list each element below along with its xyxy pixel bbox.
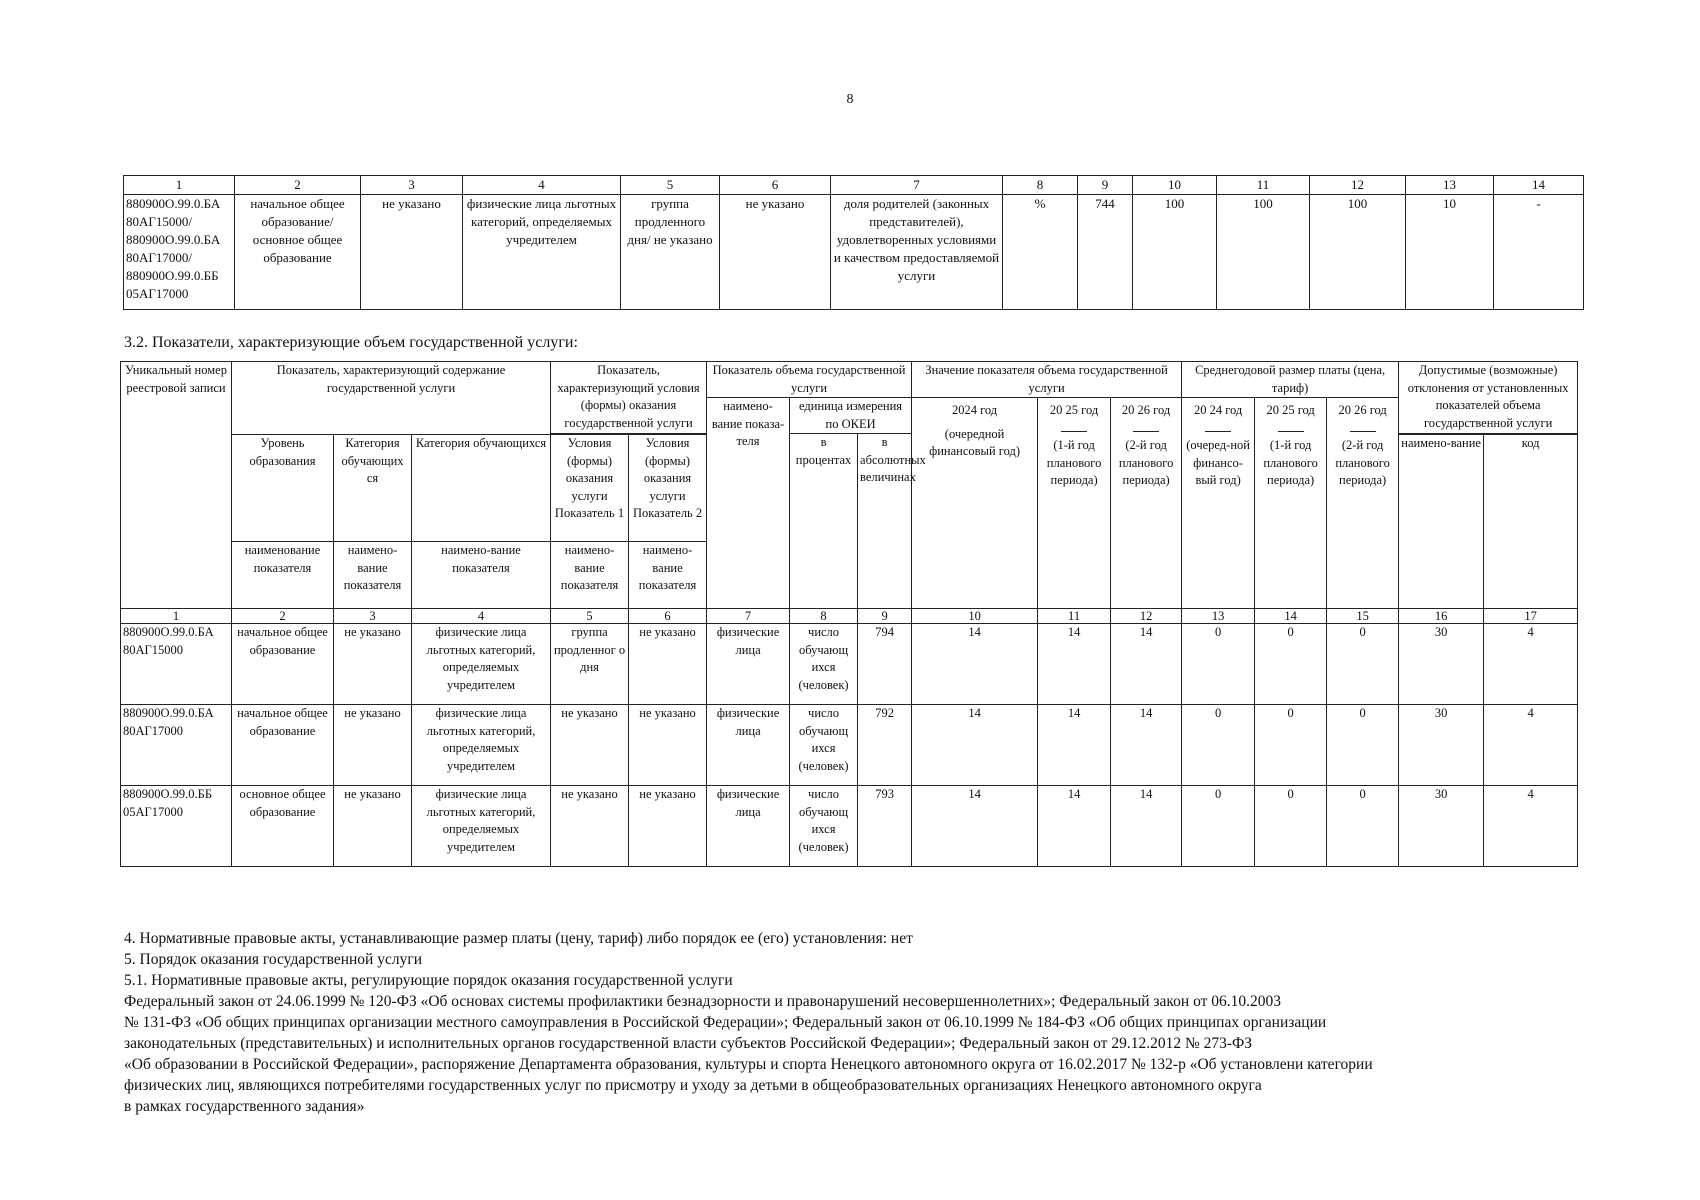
text-line: Федеральный закон от 24.06.1999 № 120-ФЗ «Об основах системы профилактики безнадзорности и правонарушений несовершеннолетних»; Федеральный закон от 06.10.2003 bbox=[124, 993, 1282, 1010]
column-number-row bbox=[124, 176, 1584, 195]
table-cell: 0 bbox=[1255, 786, 1327, 867]
table-cell: 100 bbox=[1133, 195, 1217, 310]
table-cell: 14 bbox=[912, 705, 1038, 786]
header-fee-2025: 20 25 год (1-й год планового периода) bbox=[1255, 398, 1327, 609]
table-cell: 11 bbox=[1038, 609, 1111, 624]
header-volume-name: наимено-вание показа-теля bbox=[707, 398, 790, 609]
table-cell: 14 bbox=[912, 624, 1038, 705]
header-category-2: Категория обучающихся bbox=[412, 435, 551, 542]
table-cell: не указано bbox=[629, 786, 707, 867]
table-cell: физические лица bbox=[707, 705, 790, 786]
header-volume-indicator: Показатель объема государственной услуги bbox=[707, 362, 912, 398]
table-cell: 792 bbox=[858, 705, 912, 786]
table-cell: не указано bbox=[334, 786, 412, 867]
table-row bbox=[124, 195, 1584, 310]
table-cell: 14 bbox=[1038, 705, 1111, 786]
table-cell: 13 bbox=[1406, 176, 1494, 195]
header-deviation: Допустимые (возможные) отклонения от установленных показателей объема государственной услуги bbox=[1399, 362, 1578, 434]
table-cell: 0 bbox=[1327, 705, 1399, 786]
table-row bbox=[121, 624, 1578, 705]
table-cell: 13 bbox=[1182, 609, 1255, 624]
header-year-2025: 20 25 год (1-й год планового периода) bbox=[1038, 398, 1111, 609]
table-cell: 9 bbox=[1078, 176, 1133, 195]
table-cell: 0 bbox=[1255, 705, 1327, 786]
header-year-2024: 2024 год (очередной финансовый год) bbox=[912, 398, 1038, 609]
table-cell: 4 bbox=[1484, 786, 1578, 867]
header-unit-name: наимено-вание bbox=[1399, 435, 1484, 609]
header-unique-number: Уникальный номер реестровой записи bbox=[121, 362, 232, 609]
header-row-1 bbox=[121, 362, 1578, 398]
table-cell: 30 bbox=[1399, 624, 1484, 705]
header-indicator-name-5: наимено-вание показателя bbox=[629, 542, 707, 609]
table-cell: физические лица льготных категорий, определяемых учредителем bbox=[463, 195, 621, 310]
table-cell: физические лица bbox=[707, 624, 790, 705]
table-cell: 17 bbox=[1484, 609, 1578, 624]
table-cell: 880900О.99.0.БА 80АГ17000 bbox=[121, 705, 232, 786]
table-cell: 8 bbox=[1003, 176, 1078, 195]
header-fee-2026: 20 26 год (2-й год планового периода) bbox=[1327, 398, 1399, 609]
header-fee: Среднегодовой размер платы (цена, тариф) bbox=[1182, 362, 1399, 398]
header-level: Уровень образования bbox=[232, 435, 334, 542]
header-percent: в процентах bbox=[790, 434, 858, 609]
header-condition-indicator: Показатель, характеризующий условия (формы) оказания государственной услуги bbox=[551, 362, 707, 434]
table-cell: физические лица льготных категорий, определяемых учредителем bbox=[412, 705, 551, 786]
table-cell: 14 bbox=[1038, 624, 1111, 705]
table-cell: 14 bbox=[1038, 786, 1111, 867]
table-cell: основное общее образование bbox=[232, 786, 334, 867]
normative-acts-text bbox=[124, 928, 1664, 1117]
quality-indicators-table bbox=[123, 175, 1584, 310]
table-cell: не указано bbox=[361, 195, 463, 310]
table-cell: 14 bbox=[1111, 705, 1182, 786]
header-content-indicator: Показатель, характеризующий содержание государственной услуги bbox=[232, 362, 551, 435]
table-cell: 7 bbox=[707, 609, 790, 624]
table-cell: 14 bbox=[1255, 609, 1327, 624]
table-cell: 10 bbox=[912, 609, 1038, 624]
text-line: «Об образовании в Российской Федерации», распоряжение Департамента образования, культуры и спорта Ненецкого автономного округа от 16.02.2017 № 132-р «Об установлени категории bbox=[124, 1056, 1373, 1073]
header-unit-code: код bbox=[1484, 435, 1578, 609]
table-cell: число обучающ ихся (человек) bbox=[790, 705, 858, 786]
table-cell: 14 bbox=[1494, 176, 1584, 195]
table-cell: 5 bbox=[621, 176, 720, 195]
table-cell: физические лица bbox=[707, 786, 790, 867]
table-cell: 14 bbox=[912, 786, 1038, 867]
table-cell: доля родителей (законных представителей), удовлетворенных условиями и качеством предоставляемой услуги bbox=[831, 195, 1003, 310]
table-cell: 10 bbox=[1406, 195, 1494, 310]
table-cell: 12 bbox=[1111, 609, 1182, 624]
table-cell: 100 bbox=[1310, 195, 1406, 310]
table-cell: - bbox=[1494, 195, 1584, 310]
table-cell: 0 bbox=[1182, 705, 1255, 786]
table-cell: 880900О.99.0.БА 80АГ15000/ 880900О.99.0.БА 80АГ17000/ 880900О.99.0.ББ 05АГ17000 bbox=[124, 195, 235, 310]
table-cell: 794 bbox=[858, 624, 912, 705]
table-cell: 793 bbox=[858, 786, 912, 867]
table-cell: 30 bbox=[1399, 705, 1484, 786]
table-cell: 744 bbox=[1078, 195, 1133, 310]
table-cell: группа продленного дня/ не указано bbox=[621, 195, 720, 310]
table-row bbox=[121, 705, 1578, 786]
table-cell: 1 bbox=[124, 176, 235, 195]
table-cell: 30 bbox=[1399, 786, 1484, 867]
table-cell: не указано bbox=[629, 705, 707, 786]
table-cell: 880900О.99.0.ББ 05АГ17000 bbox=[121, 786, 232, 867]
table-cell: 2 bbox=[235, 176, 361, 195]
table-cell: 3 bbox=[361, 176, 463, 195]
table-cell: 4 bbox=[1484, 705, 1578, 786]
table-cell: 12 bbox=[1310, 176, 1406, 195]
section-heading: 3.2. Показатели, характеризующие объем государственной услуги: bbox=[124, 334, 578, 351]
header-condition-1: Условия (формы) оказания услуги Показатель 1 bbox=[551, 435, 629, 542]
table-cell: физические лица льготных категорий, определяемых учредителем bbox=[412, 624, 551, 705]
page-number: 8 bbox=[846, 92, 854, 107]
table-cell: не указано bbox=[629, 624, 707, 705]
header-fee-2024: 20 24 год (очеред-ной финансо-вый год) bbox=[1182, 398, 1255, 609]
table-cell: 11 bbox=[1217, 176, 1310, 195]
table-cell: 2 bbox=[232, 609, 334, 624]
table-cell: 9 bbox=[858, 609, 912, 624]
text-line: 4. Нормативные правовые акты, устанавливающие размер платы (цену, тариф) либо порядок ее (его) установления: нет bbox=[124, 930, 913, 947]
table-cell: 14 bbox=[1111, 786, 1182, 867]
table-cell: начальное общее образование bbox=[232, 624, 334, 705]
header-indicator-name-3: наимено-вание показателя bbox=[412, 542, 551, 609]
header-volume-value: Значение показателя объема государственной услуги bbox=[912, 362, 1182, 398]
table-cell: 0 bbox=[1327, 786, 1399, 867]
table-cell: физические лица льготных категорий, определяемых учредителем bbox=[412, 786, 551, 867]
table-cell: 4 bbox=[412, 609, 551, 624]
header-absolute: в абсолютных величинах bbox=[858, 434, 912, 609]
table-cell: % bbox=[1003, 195, 1078, 310]
table-cell: не указано bbox=[551, 705, 629, 786]
table-cell: не указано bbox=[334, 705, 412, 786]
table-cell: 5 bbox=[551, 609, 629, 624]
table-cell: 6 bbox=[720, 176, 831, 195]
header-indicator-name-4: наимено-вание показателя bbox=[551, 542, 629, 609]
table-cell: группа продленног о дня bbox=[551, 624, 629, 705]
table-cell: 880900О.99.0.БА 80АГ15000 bbox=[121, 624, 232, 705]
table-cell: 15 bbox=[1327, 609, 1399, 624]
header-year-2026: 20 26 год (2-й год планового периода) bbox=[1111, 398, 1182, 609]
table-cell: 0 bbox=[1255, 624, 1327, 705]
table-cell: 14 bbox=[1111, 624, 1182, 705]
volume-indicators-table bbox=[120, 361, 1578, 867]
header-indicator-name-1: наименование показателя bbox=[232, 542, 334, 609]
table-cell: 7 bbox=[831, 176, 1003, 195]
table-cell: 100 bbox=[1217, 195, 1310, 310]
table-cell: 0 bbox=[1182, 786, 1255, 867]
table-cell: число обучающ ихся (человек) bbox=[790, 786, 858, 867]
text-line: № 131-ФЗ «Об общих принципах организации местного самоуправления в Российской Федерации»; Федеральный закон от 06.10.1999 № 184-ФЗ «Об общих принципах организации bbox=[124, 1014, 1327, 1031]
table-cell: начальное общее образование/ основное общее образование bbox=[235, 195, 361, 310]
header-unit: единица измерения по ОКЕИ bbox=[790, 398, 912, 434]
table-cell: число обучающ ихся (человек) bbox=[790, 624, 858, 705]
table-cell: 0 bbox=[1327, 624, 1399, 705]
table-cell: 1 bbox=[121, 609, 232, 624]
header-indicator-name-2: наимено-вание показателя bbox=[334, 542, 412, 609]
header-category-1: Категория обучающих ся bbox=[334, 435, 412, 542]
text-line: 5. Порядок оказания государственной услуги bbox=[124, 951, 422, 968]
table-cell: начальное общее образование bbox=[232, 705, 334, 786]
column-number-row bbox=[121, 609, 1578, 624]
table-cell: 4 bbox=[463, 176, 621, 195]
table-cell: 0 bbox=[1182, 624, 1255, 705]
table-cell: 4 bbox=[1484, 624, 1578, 705]
text-line: законодательных (представительных) и исполнительных органов государственной власти субъектов Российской Федерации»; Федеральный закон от 29.12.2012 № 273-ФЗ bbox=[124, 1035, 1253, 1052]
table-cell: 10 bbox=[1133, 176, 1217, 195]
header-condition-2: Условия (формы) оказания услуги Показатель 2 bbox=[629, 435, 707, 542]
text-line: в рамках государственного задания» bbox=[124, 1098, 365, 1115]
table-cell: 6 bbox=[629, 609, 707, 624]
text-line: физических лиц, являющихся потребителями государственных услуг по присмотру и уходу за детьми в общеобразовательных организациях Ненецкого автономного округа bbox=[124, 1077, 1262, 1094]
table-cell: не указано bbox=[720, 195, 831, 310]
table-cell: 8 bbox=[790, 609, 858, 624]
table-row bbox=[121, 786, 1578, 867]
table-cell: не указано bbox=[334, 624, 412, 705]
text-line: 5.1. Нормативные правовые акты, регулирующие порядок оказания государственной услуги bbox=[124, 972, 733, 989]
table-cell: 3 bbox=[334, 609, 412, 624]
table-cell: 16 bbox=[1399, 609, 1484, 624]
table-cell: не указано bbox=[551, 786, 629, 867]
